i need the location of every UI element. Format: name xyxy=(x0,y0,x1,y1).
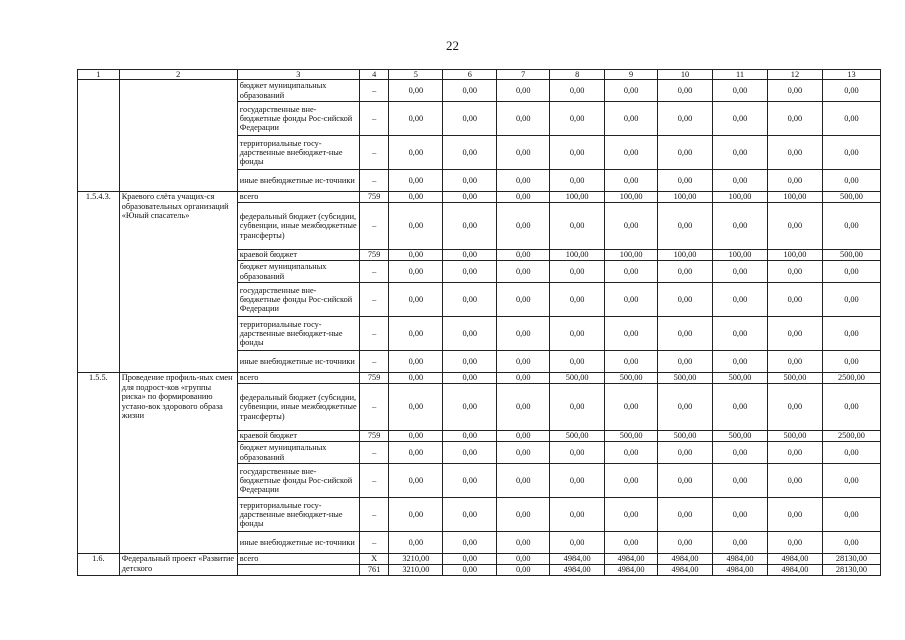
amount-cell: 0,00 xyxy=(497,442,550,464)
amount-cell: 0,00 xyxy=(550,498,605,532)
amount-cell: 0,00 xyxy=(658,317,713,351)
funding-source: федеральный бюджет (субсидии, субвенции, иные межбюджетные трансферты) xyxy=(237,384,359,431)
amount-cell: 28130,00 xyxy=(822,554,880,565)
amount-cell: 0,00 xyxy=(713,261,768,283)
amount-cell: 500,00 xyxy=(713,373,768,384)
budget-code: – xyxy=(359,261,389,283)
item-number: 1.5.4.3. xyxy=(78,192,120,373)
amount-cell: 0,00 xyxy=(605,317,658,351)
amount-cell: 0,00 xyxy=(443,250,497,261)
table-row xyxy=(78,554,881,565)
amount-cell: 0,00 xyxy=(497,464,550,498)
amount-cell: 0,00 xyxy=(767,261,822,283)
amount-cell: 0,00 xyxy=(550,442,605,464)
amount-cell: 0,00 xyxy=(605,136,658,170)
amount-cell: 100,00 xyxy=(767,250,822,261)
amount-cell: 100,00 xyxy=(713,250,768,261)
column-header: 10 xyxy=(658,70,713,80)
amount-cell: 0,00 xyxy=(389,442,443,464)
amount-cell: 500,00 xyxy=(658,373,713,384)
funding-source: краевой бюджет xyxy=(237,250,359,261)
amount-cell: 0,00 xyxy=(389,250,443,261)
amount-cell: 0,00 xyxy=(605,203,658,250)
amount-cell: 0,00 xyxy=(822,80,880,102)
amount-cell: 0,00 xyxy=(767,80,822,102)
amount-cell: 0,00 xyxy=(550,384,605,431)
funding-source: государственные вне-бюджетные фонды Рос-сийской Федерации xyxy=(237,283,359,317)
amount-cell: 0,00 xyxy=(658,136,713,170)
amount-cell: 500,00 xyxy=(550,431,605,442)
amount-cell: 0,00 xyxy=(550,170,605,192)
amount-cell: 0,00 xyxy=(497,261,550,283)
amount-cell: 0,00 xyxy=(767,498,822,532)
amount-cell: 100,00 xyxy=(767,192,822,203)
budget-table xyxy=(77,69,881,576)
amount-cell: 0,00 xyxy=(767,170,822,192)
item-name: Проведение профиль-ных смен для подрост-ков «группы риска» по формированию устано-вок здорового образа жизни xyxy=(119,373,237,554)
funding-source: иные внебюджетные ис-точники xyxy=(237,351,359,373)
amount-cell: 0,00 xyxy=(713,351,768,373)
funding-source: территориальные госу-дарственные внебюджет-ные фонды xyxy=(237,317,359,351)
amount-cell: 0,00 xyxy=(713,464,768,498)
amount-cell: 0,00 xyxy=(389,317,443,351)
amount-cell: 0,00 xyxy=(605,442,658,464)
amount-cell: 4984,00 xyxy=(767,565,822,576)
item-number: 1.5.5. xyxy=(78,373,120,554)
funding-source: территориальные госу-дарственные внебюджет-ные фонды xyxy=(237,498,359,532)
amount-cell: 0,00 xyxy=(443,170,497,192)
column-header: 5 xyxy=(389,70,443,80)
budget-code: – xyxy=(359,317,389,351)
amount-cell: 100,00 xyxy=(550,250,605,261)
column-header: 1 xyxy=(78,70,120,80)
funding-source: краевой бюджет xyxy=(237,431,359,442)
funding-source xyxy=(237,565,359,576)
funding-source: бюджет муниципальных образований xyxy=(237,261,359,283)
amount-cell: 0,00 xyxy=(443,102,497,136)
amount-cell: 0,00 xyxy=(550,464,605,498)
amount-cell: 0,00 xyxy=(605,384,658,431)
amount-cell: 0,00 xyxy=(550,317,605,351)
amount-cell: 4984,00 xyxy=(605,554,658,565)
amount-cell: 0,00 xyxy=(389,136,443,170)
amount-cell: 0,00 xyxy=(605,80,658,102)
amount-cell: 0,00 xyxy=(658,498,713,532)
amount-cell: 100,00 xyxy=(605,192,658,203)
amount-cell: 0,00 xyxy=(658,442,713,464)
amount-cell: 0,00 xyxy=(389,283,443,317)
amount-cell: 0,00 xyxy=(389,431,443,442)
amount-cell: 28130,00 xyxy=(822,565,880,576)
amount-cell: 0,00 xyxy=(389,498,443,532)
table-row xyxy=(78,192,881,203)
column-header: 3 xyxy=(237,70,359,80)
budget-code: – xyxy=(359,80,389,102)
amount-cell: 4984,00 xyxy=(767,554,822,565)
amount-cell: 0,00 xyxy=(767,136,822,170)
amount-cell: 2500,00 xyxy=(822,373,880,384)
item-number xyxy=(78,80,120,192)
amount-cell: 500,00 xyxy=(605,431,658,442)
amount-cell: 0,00 xyxy=(767,464,822,498)
amount-cell: 500,00 xyxy=(822,250,880,261)
amount-cell: 0,00 xyxy=(767,203,822,250)
amount-cell: 3210,00 xyxy=(389,554,443,565)
budget-code: – xyxy=(359,442,389,464)
amount-cell: 0,00 xyxy=(605,532,658,554)
budget-code: – xyxy=(359,351,389,373)
amount-cell: 0,00 xyxy=(713,442,768,464)
funding-source: бюджет муниципальных образований xyxy=(237,80,359,102)
funding-source: федеральный бюджет (субсидии, субвенции, иные межбюджетные трансферты) xyxy=(237,203,359,250)
amount-cell: 0,00 xyxy=(658,351,713,373)
amount-cell: 4984,00 xyxy=(550,554,605,565)
amount-cell: 0,00 xyxy=(389,532,443,554)
budget-code: – xyxy=(359,384,389,431)
funding-source: иные внебюджетные ис-точники xyxy=(237,170,359,192)
amount-cell: 0,00 xyxy=(443,373,497,384)
funding-source: всего xyxy=(237,554,359,565)
amount-cell: 500,00 xyxy=(822,192,880,203)
amount-cell: 4984,00 xyxy=(658,554,713,565)
amount-cell: 0,00 xyxy=(443,532,497,554)
amount-cell: 0,00 xyxy=(713,317,768,351)
amount-cell: 0,00 xyxy=(822,203,880,250)
table-row xyxy=(78,80,881,102)
amount-cell: 0,00 xyxy=(497,532,550,554)
amount-cell: 0,00 xyxy=(713,170,768,192)
amount-cell: 0,00 xyxy=(822,384,880,431)
amount-cell: 0,00 xyxy=(550,283,605,317)
amount-cell: 100,00 xyxy=(713,192,768,203)
amount-cell: 0,00 xyxy=(767,283,822,317)
amount-cell: 0,00 xyxy=(497,203,550,250)
amount-cell: 0,00 xyxy=(822,442,880,464)
amount-cell: 0,00 xyxy=(713,498,768,532)
amount-cell: 0,00 xyxy=(443,192,497,203)
budget-code: – xyxy=(359,532,389,554)
amount-cell: 0,00 xyxy=(550,351,605,373)
amount-cell: 0,00 xyxy=(497,351,550,373)
column-header: 9 xyxy=(605,70,658,80)
amount-cell: 0,00 xyxy=(443,351,497,373)
amount-cell: 0,00 xyxy=(550,80,605,102)
budget-code: 761 xyxy=(359,565,389,576)
amount-cell: 0,00 xyxy=(767,384,822,431)
amount-cell: 0,00 xyxy=(713,384,768,431)
amount-cell: 0,00 xyxy=(550,203,605,250)
amount-cell: 500,00 xyxy=(767,431,822,442)
amount-cell: 0,00 xyxy=(443,565,497,576)
amount-cell: 0,00 xyxy=(497,250,550,261)
amount-cell: 0,00 xyxy=(497,170,550,192)
amount-cell: 0,00 xyxy=(658,170,713,192)
column-header: 12 xyxy=(767,70,822,80)
amount-cell: 0,00 xyxy=(713,136,768,170)
amount-cell: 0,00 xyxy=(497,192,550,203)
amount-cell: 0,00 xyxy=(605,170,658,192)
amount-cell: 0,00 xyxy=(822,351,880,373)
amount-cell: 0,00 xyxy=(389,203,443,250)
column-header: 6 xyxy=(443,70,497,80)
amount-cell: 0,00 xyxy=(443,554,497,565)
amount-cell: 0,00 xyxy=(389,373,443,384)
amount-cell: 0,00 xyxy=(550,261,605,283)
budget-code: 759 xyxy=(359,373,389,384)
funding-source: государственные вне-бюджетные фонды Рос-сийской Федерации xyxy=(237,102,359,136)
amount-cell: 0,00 xyxy=(497,498,550,532)
amount-cell: 0,00 xyxy=(713,532,768,554)
budget-code: 759 xyxy=(359,250,389,261)
amount-cell: 500,00 xyxy=(605,373,658,384)
amount-cell: 0,00 xyxy=(497,283,550,317)
amount-cell: 0,00 xyxy=(605,102,658,136)
amount-cell: 500,00 xyxy=(658,431,713,442)
header-row xyxy=(78,70,881,80)
amount-cell: 0,00 xyxy=(389,192,443,203)
amount-cell: 0,00 xyxy=(713,203,768,250)
amount-cell: 0,00 xyxy=(658,203,713,250)
amount-cell: 0,00 xyxy=(550,136,605,170)
budget-code: – xyxy=(359,203,389,250)
amount-cell: 0,00 xyxy=(658,532,713,554)
table-row xyxy=(78,373,881,384)
amount-cell: 100,00 xyxy=(605,250,658,261)
amount-cell: 0,00 xyxy=(443,80,497,102)
amount-cell: 0,00 xyxy=(389,261,443,283)
amount-cell: 0,00 xyxy=(389,102,443,136)
amount-cell: 0,00 xyxy=(767,351,822,373)
item-number: 1.6. xyxy=(78,554,120,576)
column-header: 2 xyxy=(119,70,237,80)
amount-cell: 0,00 xyxy=(822,532,880,554)
amount-cell: 0,00 xyxy=(605,498,658,532)
budget-code: – xyxy=(359,283,389,317)
amount-cell: 0,00 xyxy=(443,431,497,442)
budget-code: – xyxy=(359,170,389,192)
amount-cell: 0,00 xyxy=(443,283,497,317)
amount-cell: 0,00 xyxy=(658,464,713,498)
amount-cell: 0,00 xyxy=(443,317,497,351)
amount-cell: 4984,00 xyxy=(605,565,658,576)
amount-cell: 500,00 xyxy=(713,431,768,442)
column-header: 7 xyxy=(497,70,550,80)
column-header: 13 xyxy=(822,70,880,80)
amount-cell: 0,00 xyxy=(767,442,822,464)
amount-cell: 4984,00 xyxy=(713,554,768,565)
amount-cell: 0,00 xyxy=(822,170,880,192)
column-header: 11 xyxy=(713,70,768,80)
amount-cell: 0,00 xyxy=(389,464,443,498)
amount-cell: 0,00 xyxy=(658,261,713,283)
amount-cell: 0,00 xyxy=(822,283,880,317)
amount-cell: 0,00 xyxy=(822,136,880,170)
item-name xyxy=(119,80,237,192)
amount-cell: 100,00 xyxy=(658,250,713,261)
amount-cell: 0,00 xyxy=(767,102,822,136)
page-number: 22 xyxy=(446,38,459,53)
item-name: Федеральный проект «Развитие детского xyxy=(119,554,237,576)
funding-source: территориальные госу-дарственные внебюджет-ные фонды xyxy=(237,136,359,170)
amount-cell: 0,00 xyxy=(497,317,550,351)
amount-cell: 500,00 xyxy=(767,373,822,384)
amount-cell: 0,00 xyxy=(713,102,768,136)
amount-cell: 0,00 xyxy=(389,80,443,102)
amount-cell: 0,00 xyxy=(497,102,550,136)
amount-cell: 0,00 xyxy=(497,80,550,102)
amount-cell: 2500,00 xyxy=(822,431,880,442)
amount-cell: 0,00 xyxy=(389,170,443,192)
amount-cell: 0,00 xyxy=(605,351,658,373)
amount-cell: 0,00 xyxy=(822,261,880,283)
amount-cell: 0,00 xyxy=(767,532,822,554)
amount-cell: 0,00 xyxy=(443,261,497,283)
amount-cell: 0,00 xyxy=(822,102,880,136)
funding-source: всего xyxy=(237,192,359,203)
amount-cell: 0,00 xyxy=(443,498,497,532)
amount-cell: 0,00 xyxy=(443,384,497,431)
amount-cell: 0,00 xyxy=(822,317,880,351)
amount-cell: 0,00 xyxy=(713,283,768,317)
amount-cell: 0,00 xyxy=(605,464,658,498)
amount-cell: 0,00 xyxy=(713,80,768,102)
funding-source: государственные вне-бюджетные фонды Рос-сийской Федерации xyxy=(237,464,359,498)
column-header: 4 xyxy=(359,70,389,80)
budget-code: – xyxy=(359,102,389,136)
budget-code: 759 xyxy=(359,431,389,442)
amount-cell: 0,00 xyxy=(443,203,497,250)
budget-code: – xyxy=(359,464,389,498)
item-name: Краевого слёта учащих-ся образовательных организаций «Юный спасатель» xyxy=(119,192,237,373)
amount-cell: 0,00 xyxy=(497,136,550,170)
amount-cell: 100,00 xyxy=(658,192,713,203)
amount-cell: 4984,00 xyxy=(713,565,768,576)
amount-cell: 0,00 xyxy=(658,102,713,136)
amount-cell: 0,00 xyxy=(550,102,605,136)
amount-cell: 3210,00 xyxy=(389,565,443,576)
funding-source: всего xyxy=(237,373,359,384)
amount-cell: 0,00 xyxy=(550,532,605,554)
amount-cell: 0,00 xyxy=(497,431,550,442)
amount-cell: 0,00 xyxy=(822,498,880,532)
amount-cell: 500,00 xyxy=(550,373,605,384)
funding-source: бюджет муниципальных образований xyxy=(237,442,359,464)
amount-cell: 0,00 xyxy=(605,283,658,317)
amount-cell: 0,00 xyxy=(658,384,713,431)
column-header: 8 xyxy=(550,70,605,80)
amount-cell: 0,00 xyxy=(389,351,443,373)
amount-cell: 0,00 xyxy=(767,317,822,351)
amount-cell: 0,00 xyxy=(822,464,880,498)
amount-cell: 0,00 xyxy=(443,136,497,170)
amount-cell: 0,00 xyxy=(605,261,658,283)
amount-cell: 0,00 xyxy=(658,80,713,102)
amount-cell: 0,00 xyxy=(497,554,550,565)
amount-cell: 0,00 xyxy=(658,283,713,317)
amount-cell: 100,00 xyxy=(550,192,605,203)
amount-cell: 0,00 xyxy=(497,373,550,384)
budget-code: 759 xyxy=(359,192,389,203)
funding-source: иные внебюджетные ис-точники xyxy=(237,532,359,554)
amount-cell: 0,00 xyxy=(497,565,550,576)
amount-cell: 0,00 xyxy=(443,442,497,464)
amount-cell: 0,00 xyxy=(443,464,497,498)
budget-code: Х xyxy=(359,554,389,565)
amount-cell: 0,00 xyxy=(497,384,550,431)
budget-code: – xyxy=(359,498,389,532)
amount-cell: 4984,00 xyxy=(658,565,713,576)
amount-cell: 0,00 xyxy=(389,384,443,431)
amount-cell: 4984,00 xyxy=(550,565,605,576)
budget-code: – xyxy=(359,136,389,170)
